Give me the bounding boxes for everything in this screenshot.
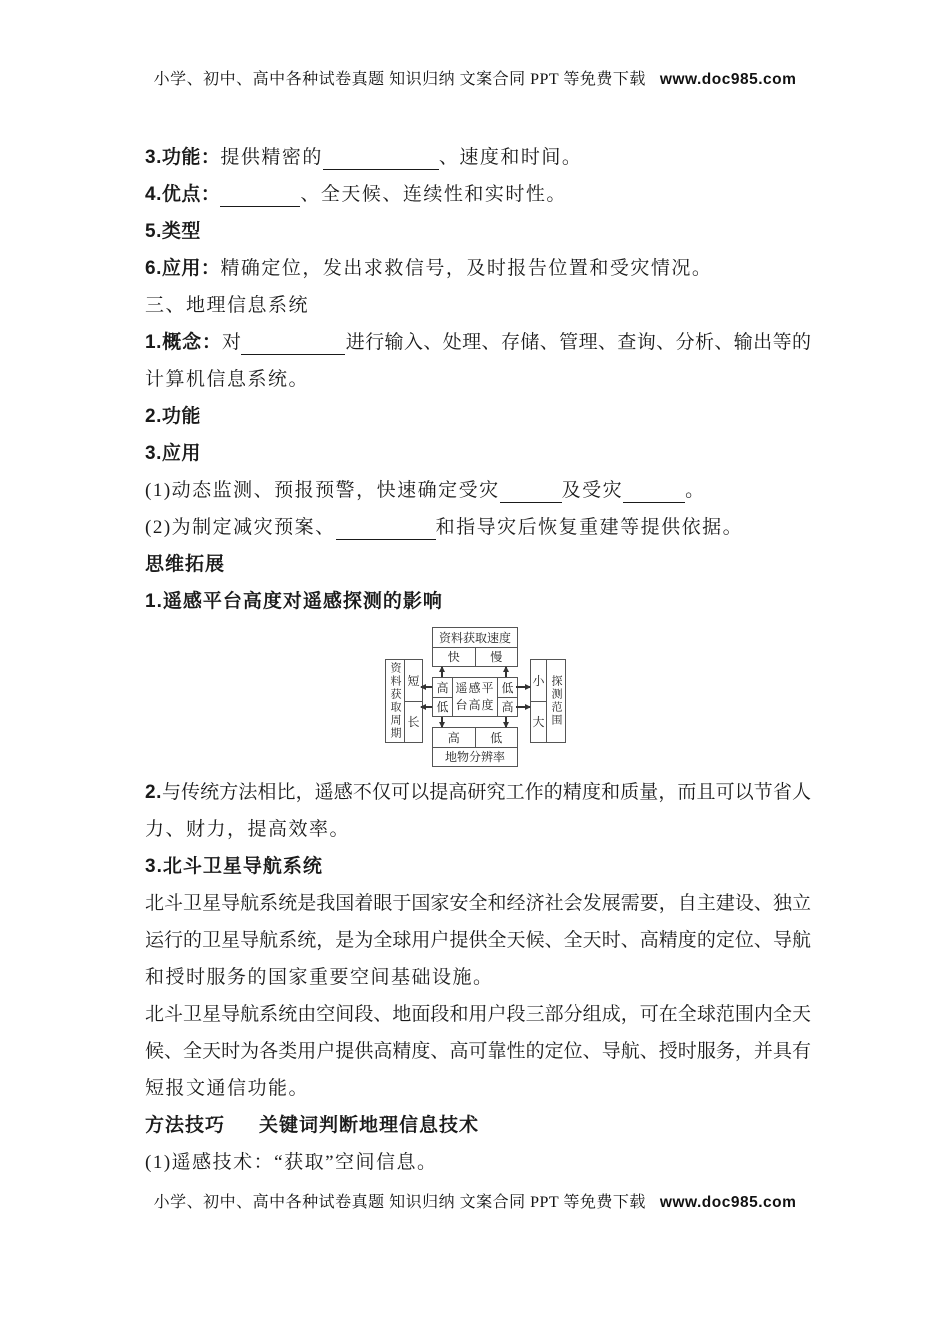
diagram-header: 探测范围 (546, 660, 565, 742)
diagram-cell: 快 (433, 648, 476, 667)
text-run: 。 (685, 480, 706, 501)
diagram-cell: 短 (405, 660, 422, 702)
heading-text: 关键词判断地理信息技术 (259, 1115, 480, 1136)
diagram-header: 地物分辨率 (433, 747, 517, 767)
heading-method-skills (145, 1107, 811, 1144)
rs-platform-height-diagram (385, 627, 566, 767)
bold-label: 3.应用 (145, 443, 201, 464)
arrow-left-icon (421, 706, 432, 708)
line-beidou-1 (145, 885, 811, 922)
header-note: 小学、初中、高中各种试卷真题 知识归纳 文案合同 PPT 等免费下载 (153, 71, 646, 88)
line-rs-vs-traditional (145, 774, 811, 811)
diagram-center-title: 遥感平台高度 (455, 681, 495, 712)
diagram-header: 资料获取周期 (386, 660, 405, 742)
text-run: 力、财力，提高效率。 (145, 819, 351, 840)
page-header (0, 66, 950, 89)
text-run: 北斗卫星导航系统由空间段、地面段和用户段三部分组成，可在全球范围内全天 (145, 1004, 811, 1025)
arrow-up-icon (505, 667, 507, 677)
line-beidou-2 (145, 922, 811, 959)
bold-label: 6.应用： (145, 258, 221, 279)
text-run: 北斗卫星导航系统是我国着眼于国家安全和经济社会发展需要，自主建设、独立 (145, 893, 811, 914)
line-gis-application (145, 435, 811, 472)
text-run: 、全天候、连续性和实时性。 (300, 184, 567, 205)
diagram-cell: 长 (407, 715, 420, 730)
line-gis-concept-cont (145, 361, 811, 398)
diagram-cell: 低 (436, 700, 449, 715)
line-beidou-4 (145, 996, 811, 1033)
text-run: 对 (221, 332, 242, 353)
bold-label: 5.类型 (145, 221, 201, 242)
bold-label: 1.概念： (145, 332, 222, 353)
diagram-box-platform-height (432, 677, 518, 717)
heading-platform-height-effect (145, 583, 811, 620)
text-run: 三、地理信息系统 (145, 295, 310, 316)
line-gis-concept (145, 324, 811, 361)
diagram-cell: 小 (531, 660, 546, 702)
text-run: 和指导灾后恢复重建等提供依据。 (435, 517, 744, 538)
line-application (145, 250, 811, 287)
heading-text: 3.北斗卫星导航系统 (145, 856, 323, 877)
line-types (145, 213, 811, 250)
arrow-right-icon (516, 706, 530, 708)
diagram-box-acquisition-period (385, 659, 423, 743)
text-run: 短报文通信功能。 (145, 1078, 310, 1099)
text-run: 精确定位，发出求救信号，及时报告位置和受灾情况。 (220, 258, 713, 279)
diagram-box-resolution (432, 727, 518, 767)
fill-in-blank (241, 337, 345, 355)
line-beidou-5 (145, 1033, 811, 1070)
fill-in-blank (623, 485, 685, 503)
text-run: 进行输入、处理、存储、管理、查询、分析、输出等的 (345, 332, 811, 353)
text-run: 、速度和时间。 (438, 147, 583, 168)
footer-note: 小学、初中、高中各种试卷真题 知识归纳 文案合同 PPT 等免费下载 (153, 1194, 646, 1211)
heading-thinking-expansion (145, 546, 811, 583)
arrow-down-icon (441, 717, 443, 727)
diagram-cell: 低 (498, 678, 517, 698)
line-gis-app-2 (145, 509, 811, 546)
line-gis-app-1 (145, 472, 811, 509)
line-rs-vs-traditional-cont (145, 811, 811, 848)
heading-text: 1.遥感平台高度对遥感探测的影响 (145, 591, 443, 612)
line-beidou-3 (145, 959, 811, 996)
line-rs-keyword (145, 1144, 811, 1181)
diagram-cell: 低 (490, 730, 503, 745)
fill-in-blank (220, 189, 300, 207)
heading-text: 思维拓展 (145, 554, 226, 575)
fill-in-blank (323, 152, 439, 170)
text-run: (2)为制定减灾预案、 (145, 517, 336, 538)
bold-label: 3.功能： (145, 147, 221, 168)
text-run: 及受灾 (561, 480, 624, 501)
diagram-header: 资料获取速度 (433, 628, 517, 648)
diagram-cell: 大 (532, 715, 545, 730)
text-run: 候、全天时为各类用户提供高精度、高可靠性的定位、导航、授时服务，并具有 (145, 1041, 811, 1062)
diagram-cell: 高 (433, 728, 476, 747)
diagram-box-acquisition-speed (432, 627, 518, 667)
text-run: 计算机信息系统。 (145, 369, 310, 390)
line-gis-function (145, 398, 811, 435)
bold-label: 2. (145, 782, 162, 803)
text-run: 运行的卫星导航系统，是为全球用户提供全天候、全天时、高精度的定位、导航 (145, 930, 811, 951)
text-run: (1)遥感技术：“获取”空间信息。 (145, 1152, 438, 1173)
header-site-link[interactable]: www.doc985.com (659, 71, 797, 88)
diagram-cell: 高 (501, 700, 514, 715)
bold-label: 4.优点： (145, 184, 221, 205)
diagram-box-detection-range (530, 659, 566, 743)
text-run: 与传统方法相比，遥感不仅可以提高研究工作的精度和质量，而且可以节省人 (161, 782, 811, 803)
line-function (145, 139, 811, 176)
arrow-right-icon (516, 686, 530, 688)
text-run: (1)动态监测、预报预警，快速确定受灾 (145, 480, 500, 501)
line-beidou-6 (145, 1070, 811, 1107)
page-footer (0, 1189, 950, 1212)
bold-label: 2.功能 (145, 406, 201, 427)
arrow-left-icon (421, 686, 432, 688)
fill-in-blank (500, 485, 562, 503)
diagram-cell: 慢 (490, 650, 503, 665)
text-run: 提供精密的 (220, 147, 323, 168)
heading-beidou (145, 848, 811, 885)
section-heading-gis (145, 287, 811, 324)
diagram-cell: 高 (433, 678, 452, 698)
fill-in-blank (336, 522, 436, 540)
line-advantages (145, 176, 811, 213)
heading-badge: 方法技巧 (145, 1115, 226, 1136)
arrow-up-icon (441, 667, 443, 677)
text-run: 和授时服务的国家重要空间基础设施。 (145, 967, 494, 988)
arrow-down-icon (505, 717, 507, 727)
document-body (145, 139, 811, 1181)
footer-site-link[interactable]: www.doc985.com (659, 1194, 797, 1211)
